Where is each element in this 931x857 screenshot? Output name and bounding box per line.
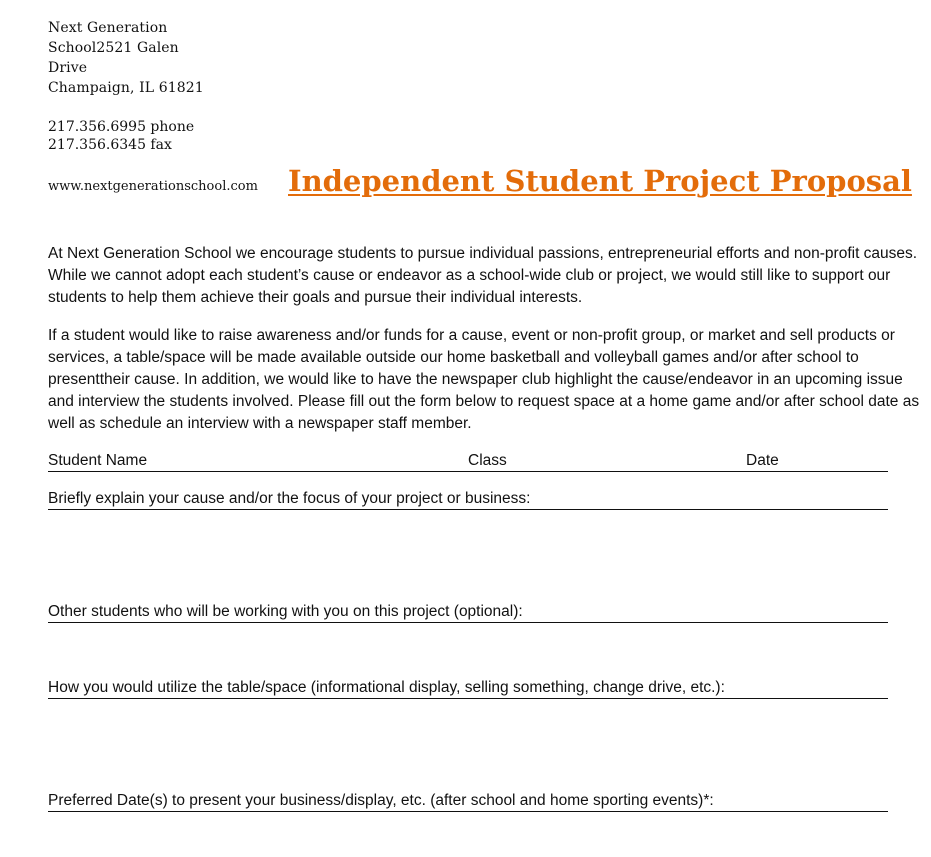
cause-label: Briefly explain your cause and/or the focus of your project or business: (48, 490, 531, 507)
cause-field[interactable] (48, 490, 888, 510)
student-info-row[interactable] (48, 452, 888, 472)
table-usage-field[interactable] (48, 679, 888, 699)
address-line: Drive (48, 60, 88, 76)
class-label: Class (468, 452, 507, 469)
table-usage-label: How you would utilize the table/space (informational display, selling something, change drive, etc.): (48, 679, 725, 696)
date-label: Date (746, 452, 779, 469)
fax-number: 217.356.6345 fax (48, 137, 172, 153)
school-contact (48, 118, 194, 154)
phone-number: 217.356.6995 phone (48, 119, 195, 135)
document-title: Independent Student Project Proposal (288, 164, 912, 198)
address-line: Next Generation (48, 20, 168, 36)
address-line: School2521 Galen (48, 40, 179, 56)
preferred-dates-field[interactable] (48, 792, 888, 812)
student-name-label: Student Name (48, 452, 148, 469)
school-website: www.nextgenerationschool.com (48, 179, 258, 194)
other-students-field[interactable] (48, 603, 888, 623)
address-line: Champaign, IL 61821 (48, 80, 204, 96)
other-students-label: Other students who will be working with you on this project (optional): (48, 603, 523, 620)
school-address (48, 18, 204, 98)
intro-paragraph: At Next Generation School we encourage students to pursue individual passions, entrepreneurial efforts and non-profit causes. While we cannot adopt each student’s cause or endeavor as a school-wide club or project, we would still like to support our students to help them achieve their goals and pursue their individual interests. (48, 245, 918, 306)
instructions-paragraph: If a student would like to raise awareness and/or funds for a cause, event or non-profit group, or market and sell products or services, a table/space will be made available outside our home basketball and volleyball games and/or after school to presenttheir cause. In addition, we would like to have the newspaper club highlight the cause/endeavor in an upcoming issue and interview the students involved. Please fill out the form below to request space at a home game and/or after school date as well as schedule an interview with a newspaper staff member. (48, 327, 920, 432)
preferred-dates-label: Preferred Date(s) to present your business/display, etc. (after school and home sporting events)*: (48, 792, 714, 809)
